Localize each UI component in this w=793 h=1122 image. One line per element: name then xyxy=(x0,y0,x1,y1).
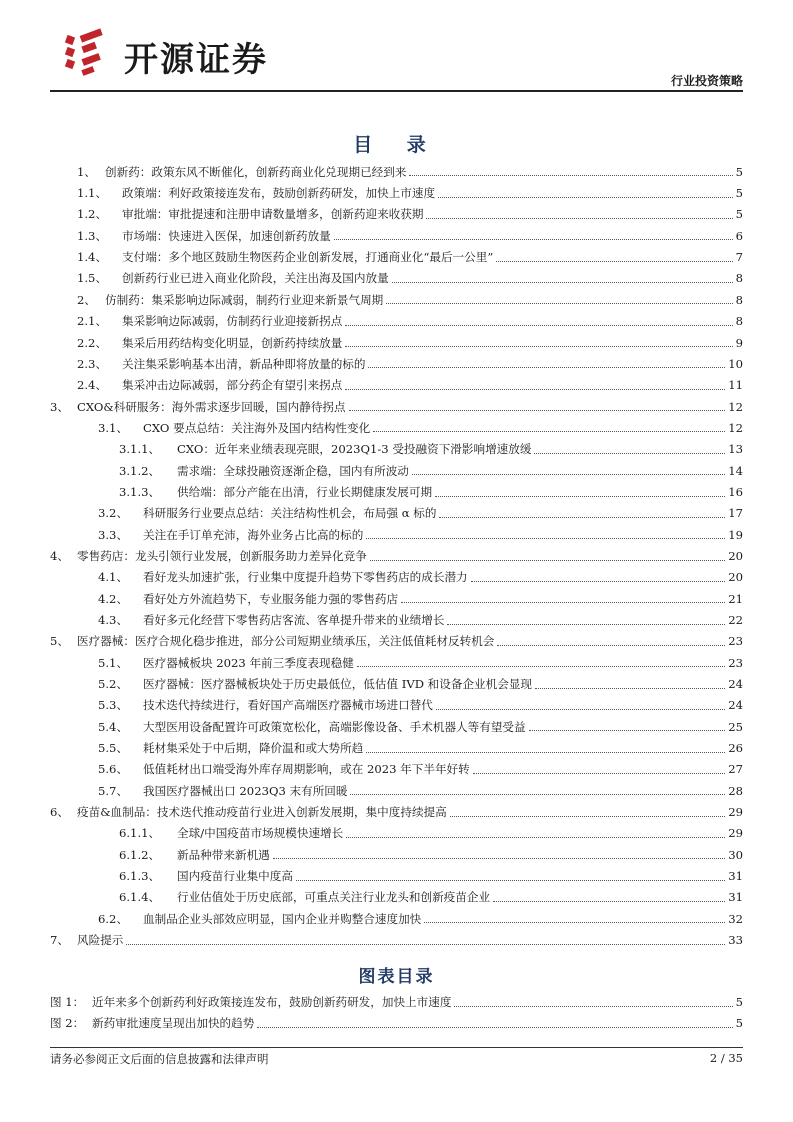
toc-entry[interactable] xyxy=(50,310,743,331)
toc-entry-title: 大型医用设备配置许可政策宽松化，高端影像设备、手术机器人等有望受益 xyxy=(143,719,526,734)
figure-entry-number: 图 2： xyxy=(50,1016,85,1031)
toc-entry-number: 5.7、 xyxy=(98,783,129,798)
toc-entry-number: 1.3、 xyxy=(77,228,108,243)
toc-entry-page: 20 xyxy=(728,548,743,563)
toc-entry-page: 5 xyxy=(735,164,743,179)
toc-entry-number: 1.1、 xyxy=(77,186,108,201)
figure-dot-leader xyxy=(257,1027,732,1028)
toc-dot-leader xyxy=(370,560,725,561)
toc-entry-title: 医疗器械：医疗器械板块处于历史最低位，低估值 IVD 和设备企业机会显现 xyxy=(143,677,533,691)
toc-dot-leader xyxy=(438,197,733,198)
toc-dot-leader xyxy=(345,389,725,390)
toc-dot-leader xyxy=(496,261,732,262)
toc-entry-page: 32 xyxy=(728,911,743,926)
figure-entry[interactable] xyxy=(50,991,743,1013)
toc-entry-title: CXO&科研服务：海外需求逐步回暖，国内静待拐点 xyxy=(77,399,346,414)
toc-entry[interactable] xyxy=(50,503,743,524)
toc-dot-leader xyxy=(373,431,725,432)
toc-entry-title: 集采后用药结构变化明显，创新药持续放量 xyxy=(122,335,343,350)
toc-entry-number: 5.3、 xyxy=(98,698,129,713)
toc-entry-page: 8 xyxy=(735,314,743,329)
toc-entry-title: 支付端：多个地区鼓励生物医药企业创新发展，打通商业化“最后一公里” xyxy=(122,250,494,265)
toc-entry[interactable] xyxy=(50,929,743,950)
toc-entry-number: 6.2、 xyxy=(98,911,129,926)
toc-entry[interactable] xyxy=(50,908,743,929)
toc-entry-page: 12 xyxy=(728,420,743,435)
toc-dot-leader xyxy=(273,858,725,859)
toc-entry-page: 31 xyxy=(728,869,743,884)
toc-entry[interactable] xyxy=(50,289,743,310)
toc-entry-number: 3、 xyxy=(50,399,69,414)
toc-dot-leader xyxy=(426,218,732,219)
toc-entry[interactable] xyxy=(50,417,743,438)
toc-entry-number: 3.2、 xyxy=(98,506,129,521)
toc-entry[interactable] xyxy=(50,374,743,395)
footer-disclaimer: 请务必参阅正文后面的信息披露和法律声明 xyxy=(50,1052,269,1066)
toc-entry-number: 6.1.3、 xyxy=(119,869,161,884)
page-number: 2 / 35 xyxy=(709,1051,743,1065)
toc-entry[interactable] xyxy=(50,481,743,502)
toc-entry[interactable] xyxy=(50,246,743,267)
figure-dot-leader xyxy=(454,1006,732,1007)
toc-entry-page: 23 xyxy=(728,634,743,649)
toc-entry[interactable] xyxy=(50,545,743,566)
toc-title: 目 录 xyxy=(353,134,440,156)
toc-entry[interactable] xyxy=(50,268,743,289)
figure-list xyxy=(50,991,743,1034)
toc-entry-title: 看好处方外流趋势下，专业服务能力强的零售药店 xyxy=(143,591,399,606)
toc-list xyxy=(50,161,743,951)
toc-entry[interactable] xyxy=(50,332,743,353)
toc-entry-page: 30 xyxy=(728,847,743,862)
toc-entry-number: 4.3、 xyxy=(98,612,129,627)
toc-entry-page: 28 xyxy=(728,783,743,798)
toc-entry-page: 27 xyxy=(728,762,743,777)
toc-entry-number: 2.1、 xyxy=(77,314,108,329)
toc-entry-title: 国内疫苗行业集中度高 xyxy=(177,869,293,884)
figure-entry-number: 图 1： xyxy=(50,994,85,1009)
toc-dot-leader xyxy=(450,816,726,817)
toc-dot-leader xyxy=(366,752,725,753)
toc-dot-leader xyxy=(345,325,732,326)
toc-entry-number: 4、 xyxy=(50,548,69,563)
toc-dot-leader xyxy=(424,922,725,923)
toc-entry[interactable] xyxy=(50,673,743,694)
toc-entry[interactable] xyxy=(50,567,743,588)
page-header xyxy=(50,22,743,90)
toc-entry-number: 5.4、 xyxy=(98,719,129,734)
figure-entry-title: 新药审批速度呈现出加快的趋势 xyxy=(92,1016,255,1031)
toc-entry-title: 创新药行业已进入商业化阶段，关注出海及国内放量 xyxy=(122,271,389,286)
toc-entry[interactable] xyxy=(50,780,743,801)
toc-entry-title: 集采影响边际减弱，仿制药行业迎接新拐点 xyxy=(122,314,343,329)
toc-entry-number: 5、 xyxy=(50,634,69,649)
toc-entry-page: 29 xyxy=(728,805,743,820)
toc-entry[interactable] xyxy=(50,759,743,780)
toc-entry-number: 5.6、 xyxy=(98,762,129,777)
toc-entry-number: 6.1.1、 xyxy=(119,826,161,841)
figure-entry-page: 5 xyxy=(735,1016,743,1031)
toc-entry-title: 看好龙头加速扩张，行业集中度提升趋势下零售药店的成长潜力 xyxy=(143,570,468,585)
toc-dot-leader xyxy=(497,645,725,646)
toc-entry-title: 血制品企业头部效应明显，国内企业并购整合速度加快 xyxy=(143,911,422,926)
toc-entry-page: 26 xyxy=(728,741,743,756)
toc-entry-number: 2.4、 xyxy=(77,378,108,393)
toc-entry-title: 技术迭代持续进行，看好国产高端医疗器械市场进口替代 xyxy=(143,698,433,713)
toc-dot-leader xyxy=(471,581,726,582)
toc-dot-leader xyxy=(529,730,726,731)
figure-entry-page: 5 xyxy=(735,994,743,1009)
toc-entry-number: 2、 xyxy=(77,292,96,307)
toc-dot-leader xyxy=(334,239,733,240)
toc-entry-page: 22 xyxy=(728,612,743,627)
toc-dot-leader xyxy=(392,282,733,283)
toc-entry-page: 31 xyxy=(728,890,743,905)
toc-dot-leader xyxy=(346,837,725,838)
toc-entry-page: 8 xyxy=(735,292,743,307)
toc-entry-number: 2.2、 xyxy=(77,335,108,350)
toc-entry-title: CXO 要点总结：关注海外及国内结构性变化 xyxy=(143,420,371,435)
toc-dot-leader xyxy=(435,496,725,497)
toc-entry-title: 风险提示 xyxy=(77,933,124,948)
toc-entry-title: 看好多元化经营下零售药店客流、客单提升带来的业绩增长 xyxy=(143,612,445,627)
toc-entry-title: 政策端：利好政策接连发布，鼓励创新药研发，加快上市速度 xyxy=(122,186,436,201)
toc-entry-title: 关注在手订单充沛，海外业务占比高的标的 xyxy=(143,527,364,542)
toc-dot-leader xyxy=(412,474,725,475)
toc-dot-leader xyxy=(493,901,725,902)
toc-entry-page: 16 xyxy=(728,484,743,499)
logo-mark-icon xyxy=(62,28,112,78)
toc-entry-title: CXO：近年来业绩表现亮眼，2023Q1-3 受投融资下滑影响增速放缓 xyxy=(177,442,532,457)
toc-dot-leader xyxy=(401,602,725,603)
toc-entry[interactable] xyxy=(50,225,743,246)
toc-entry[interactable] xyxy=(50,887,743,908)
toc-entry-number: 1、 xyxy=(77,164,96,179)
toc-dot-leader xyxy=(386,303,732,304)
toc-entry-page: 5 xyxy=(735,207,743,222)
toc-entry-title: 集采冲击边际减弱，部分药企有望引来拐点 xyxy=(122,378,343,393)
toc-entry-page: 25 xyxy=(728,719,743,734)
toc-dot-leader xyxy=(345,346,732,347)
toc-entry[interactable] xyxy=(50,204,743,225)
toc-entry-page: 19 xyxy=(728,527,743,542)
toc-entry-number: 3.1.2、 xyxy=(119,463,161,478)
toc-entry[interactable] xyxy=(50,588,743,609)
toc-entry-title: 关注集采影响基本出清，新品种即将放量的标的 xyxy=(122,356,366,371)
toc-dot-leader xyxy=(473,773,726,774)
toc-entry[interactable] xyxy=(50,524,743,545)
toc-entry-number: 6、 xyxy=(50,805,69,820)
toc-entry-number: 1.4、 xyxy=(77,250,108,265)
toc-entry-page: 10 xyxy=(728,356,743,371)
toc-entry-number: 5.2、 xyxy=(98,677,129,691)
toc-entry[interactable] xyxy=(50,865,743,886)
toc-entry-number: 3.3、 xyxy=(98,527,129,542)
figure-list-title: 图表目录 xyxy=(358,967,435,987)
toc-entry-page: 29 xyxy=(728,826,743,841)
toc-entry-page: 6 xyxy=(735,228,743,243)
toc-entry-page: 12 xyxy=(728,399,743,414)
toc-entry[interactable] xyxy=(50,353,743,374)
toc-entry-number: 4.1、 xyxy=(98,570,129,585)
toc-entry-title: 医疗器械：医疗合规化稳步推进，部分公司短期业绩承压，关注低值耗材反转机会 xyxy=(77,634,495,649)
toc-dot-leader xyxy=(436,709,725,710)
toc-dot-leader xyxy=(534,453,725,454)
toc-entry-page: 13 xyxy=(728,442,743,457)
toc-entry-number: 5.5、 xyxy=(98,741,129,756)
toc-entry-number: 1.5、 xyxy=(77,271,108,286)
toc-entry-title: 低值耗材出口端受海外库存周期影响，或在 2023 年下半年好转 xyxy=(143,762,470,777)
toc-entry-title: 审批端：审批提速和注册申请数量增多，创新药迎来收获期 xyxy=(122,207,424,222)
toc-entry-title: 创新药：政策东风不断催化，创新药商业化兑现期已经到来 xyxy=(105,164,407,179)
toc-entry[interactable] xyxy=(50,396,743,417)
toc-dot-leader xyxy=(349,410,726,411)
toc-entry-number: 6.1.4、 xyxy=(119,890,161,905)
toc-entry-number: 3.1.1、 xyxy=(119,442,161,457)
toc-entry-title: 疫苗&血制品：技术迭代推动疫苗行业进入创新发展期，集中度持续提高 xyxy=(77,805,447,820)
toc-entry-title: 耗材集采处于中后期，降价温和或大势所趋 xyxy=(143,741,364,756)
footer-divider xyxy=(50,1047,743,1048)
toc-entry-title: 我国医疗器械出口 2023Q3 末有所回暖 xyxy=(143,783,348,798)
company-logo xyxy=(62,28,312,78)
toc-entry-page: 9 xyxy=(735,335,743,350)
toc-entry-title: 零售药店：龙头引领行业发展，创新服务助力差异化竞争 xyxy=(77,548,367,563)
toc-entry-title: 科研服务行业要点总结：关注结构性机会，布局强 α 标的 xyxy=(143,506,437,521)
toc-entry-number: 1.2、 xyxy=(77,207,108,222)
toc-entry-title: 医疗器械板块 2023 年前三季度表现稳健 xyxy=(143,655,354,670)
toc-dot-leader xyxy=(366,538,725,539)
toc-dot-leader xyxy=(126,944,725,945)
toc-entry-page: 7 xyxy=(735,250,743,265)
toc-entry-number: 3.1.3、 xyxy=(119,484,161,499)
figure-entry[interactable] xyxy=(50,1013,743,1035)
toc-dot-leader xyxy=(350,794,725,795)
toc-entry-number: 4.2、 xyxy=(98,591,129,606)
toc-entry-number: 2.3、 xyxy=(77,356,108,371)
toc-entry-page: 20 xyxy=(728,570,743,585)
toc-entry[interactable] xyxy=(50,460,743,481)
toc-entry-page: 33 xyxy=(728,933,743,948)
toc-entry[interactable] xyxy=(50,652,743,673)
toc-entry-title: 仿制药：集采影响边际减弱，制药行业迎来新景气周期 xyxy=(105,292,384,307)
toc-entry[interactable] xyxy=(50,182,743,203)
toc-entry-title: 供给端：部分产能在出清，行业长期健康发展可期 xyxy=(177,484,433,499)
figure-entry-title: 近年来多个创新药利好政策接连发布，鼓励创新药研发，加快上市速度 xyxy=(92,994,452,1009)
toc-entry[interactable] xyxy=(50,631,743,652)
toc-entry[interactable] xyxy=(50,161,743,182)
report-type: 行业投资策略 xyxy=(670,74,743,88)
toc-entry-title: 新品种带来新机遇 xyxy=(177,847,270,862)
toc-entry-page: 24 xyxy=(728,677,743,691)
toc-entry-page: 23 xyxy=(728,655,743,670)
toc-entry-page: 5 xyxy=(735,186,743,201)
toc-dot-leader xyxy=(368,367,725,368)
toc-entry[interactable] xyxy=(50,737,743,758)
toc-entry-page: 14 xyxy=(728,463,743,478)
toc-dot-leader xyxy=(535,688,725,689)
toc-entry-number: 5.1、 xyxy=(98,655,129,670)
toc-entry[interactable] xyxy=(50,823,743,844)
toc-entry-page: 24 xyxy=(728,698,743,713)
toc-entry[interactable] xyxy=(50,438,743,459)
toc-entry[interactable] xyxy=(50,695,743,716)
company-name: 开源证券 xyxy=(124,40,268,80)
toc-entry[interactable] xyxy=(50,801,743,822)
toc-entry-title: 行业估值处于历史底部，可重点关注行业龙头和创新疫苗企业 xyxy=(177,890,491,905)
toc-entry[interactable] xyxy=(50,844,743,865)
toc-dot-leader xyxy=(447,624,725,625)
toc-dot-leader xyxy=(296,880,725,881)
toc-entry[interactable] xyxy=(50,716,743,737)
toc-entry-page: 21 xyxy=(728,591,743,606)
toc-entry-title: 需求端：全球投融资逐渐企稳，国内有所波动 xyxy=(177,463,409,478)
toc-entry-title: 全球/中国疫苗市场规模快速增长 xyxy=(177,826,344,841)
toc-entry-page: 8 xyxy=(735,271,743,286)
toc-entry-page: 17 xyxy=(728,506,743,521)
header-divider xyxy=(50,90,743,92)
toc-entry-number: 3.1、 xyxy=(98,420,129,435)
toc-dot-leader xyxy=(439,517,725,518)
toc-entry-number: 6.1.2、 xyxy=(119,847,161,862)
toc-entry-number: 7、 xyxy=(50,933,69,948)
toc-entry-page: 11 xyxy=(728,378,743,393)
toc-entry-title: 市场端：快速进入医保，加速创新药放量 xyxy=(122,228,331,243)
toc-dot-leader xyxy=(409,175,732,176)
toc-entry[interactable] xyxy=(50,609,743,630)
toc-dot-leader xyxy=(357,666,725,667)
